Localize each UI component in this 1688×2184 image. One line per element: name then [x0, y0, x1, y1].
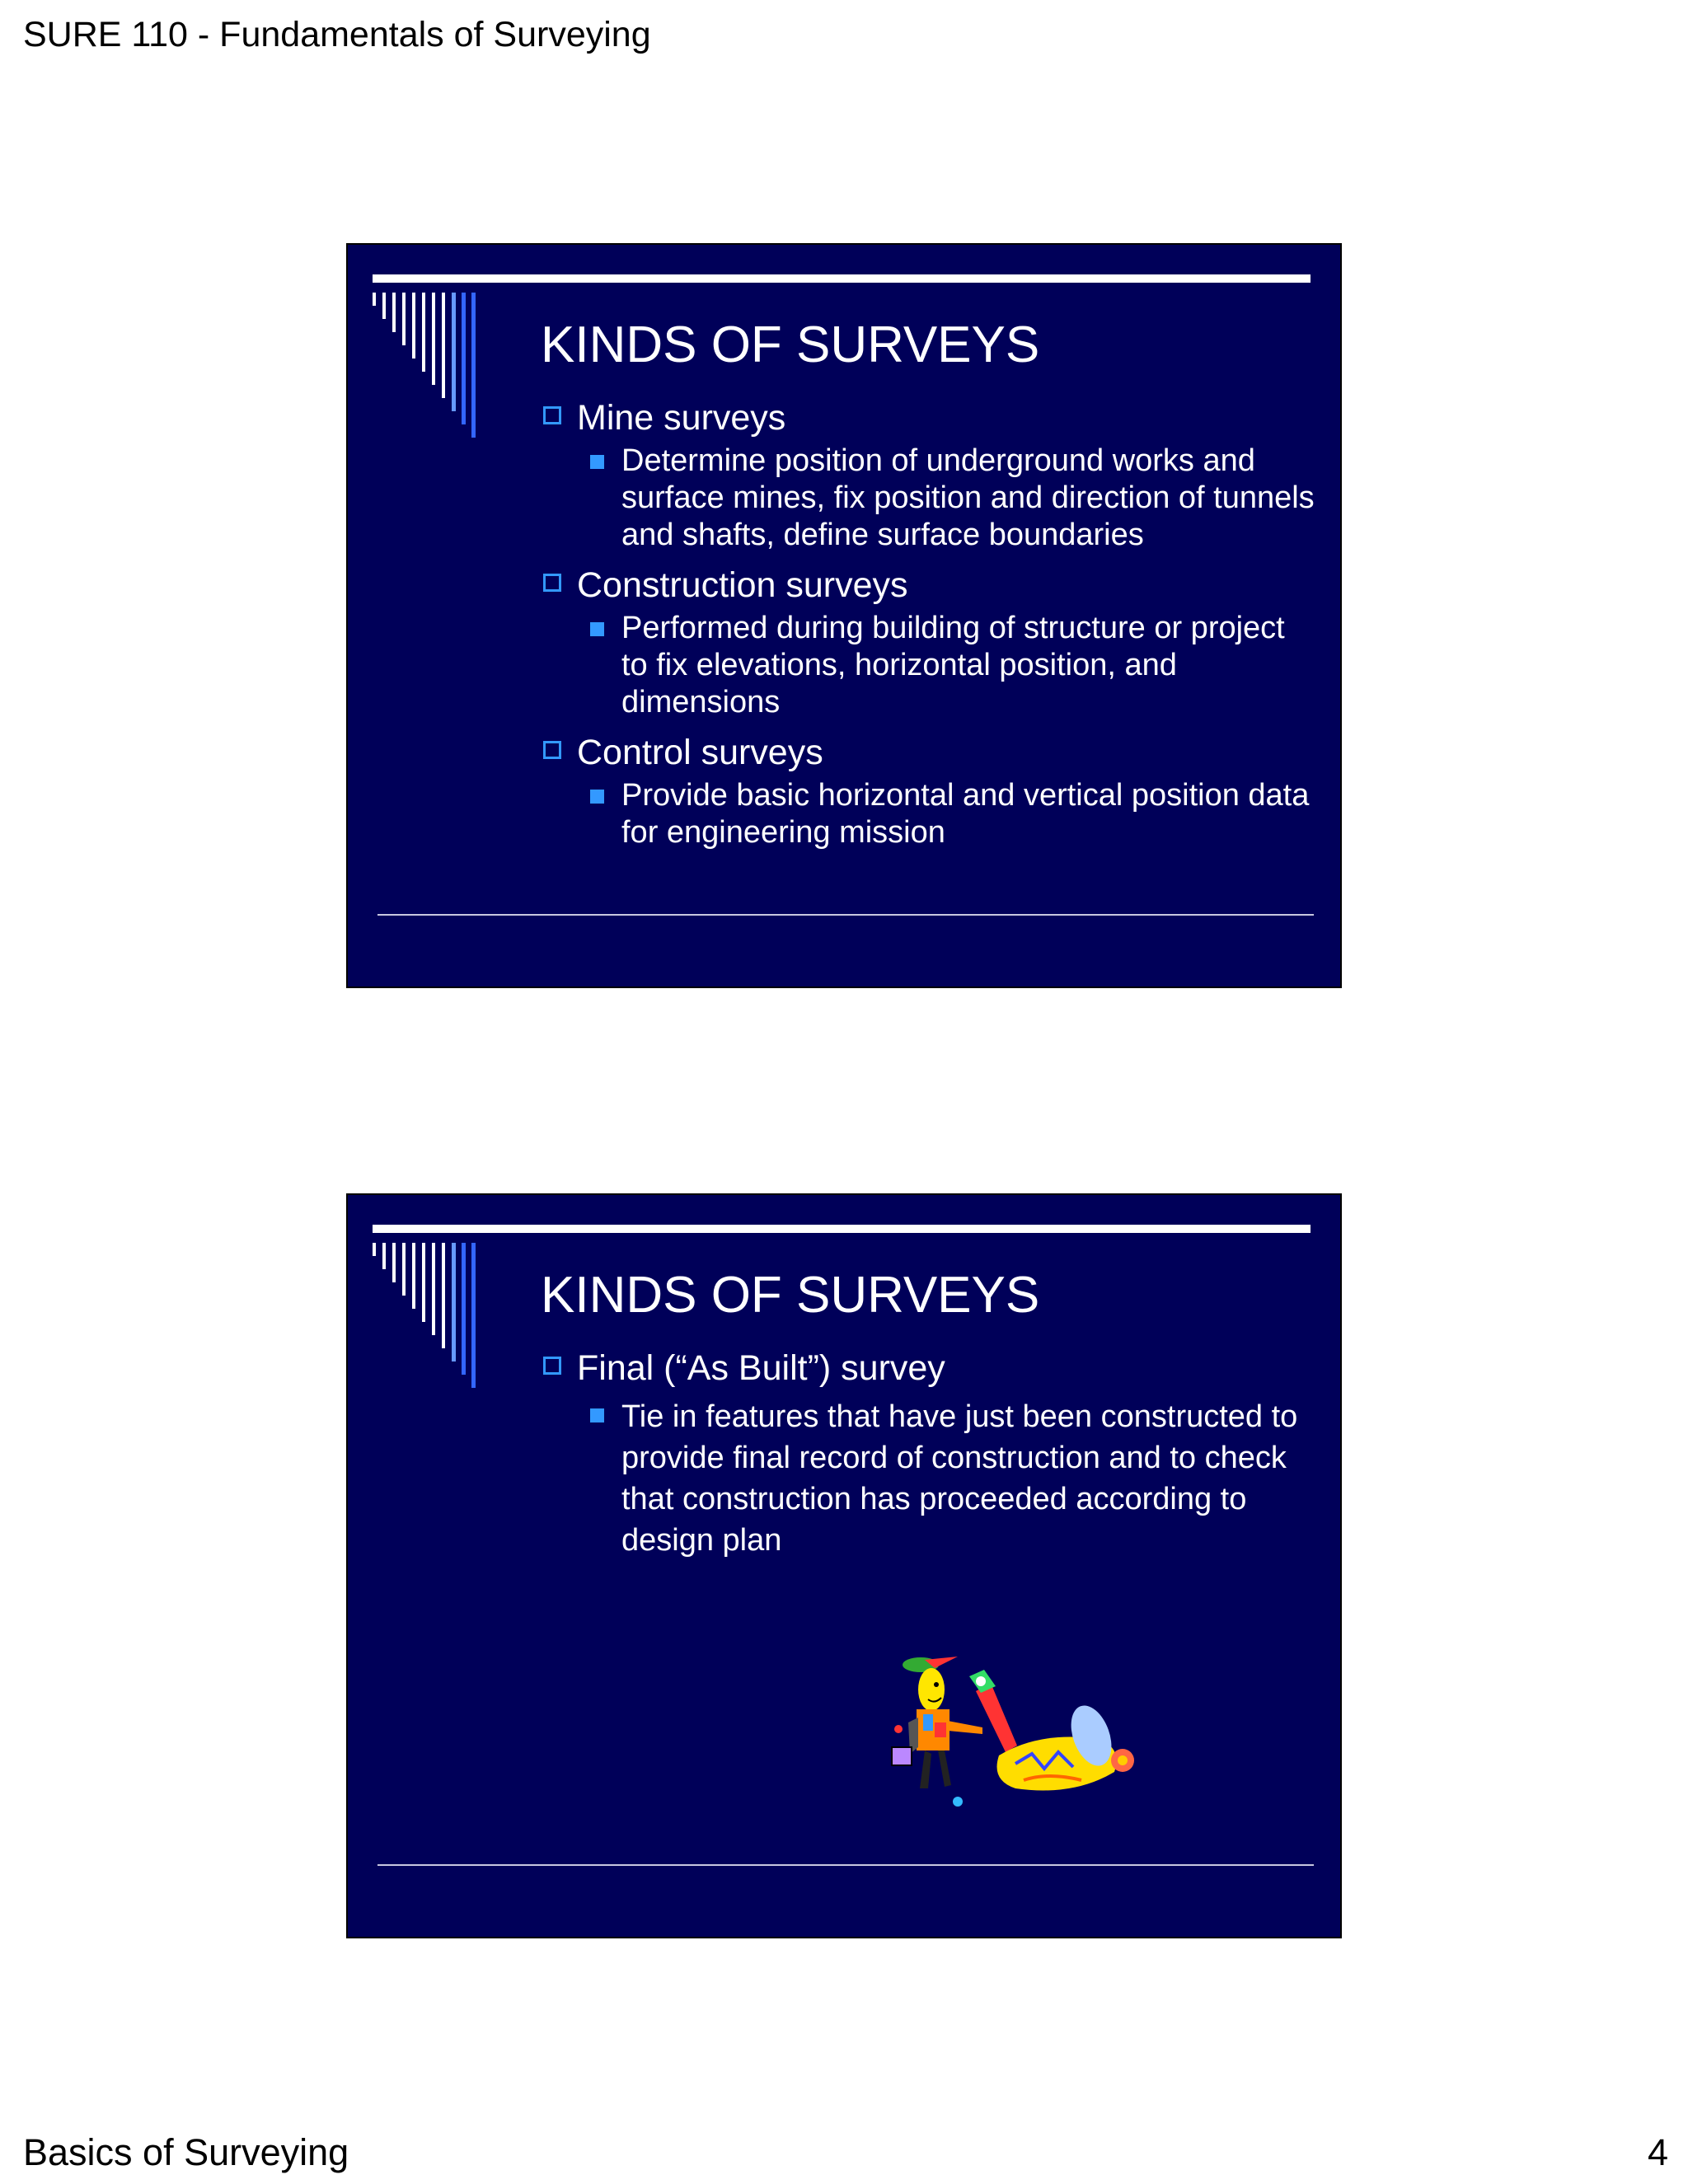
- bullet-label: Construction surveys: [577, 565, 908, 605]
- hollow-square-bullet-icon: [543, 741, 561, 759]
- bullet-final-as-built-survey: [541, 1347, 1315, 1390]
- square-bullet-icon: [590, 1408, 604, 1422]
- hollow-square-bullet-icon: [543, 406, 561, 424]
- slide-bottom-rule: [377, 1864, 1314, 1866]
- hollow-square-bullet-icon: [543, 574, 561, 592]
- page-header: SURE 110 - Fundamentals of Surveying: [23, 15, 651, 54]
- slide-title: KINDS OF SURVEYS: [541, 316, 1040, 373]
- slide-1: [346, 243, 1342, 988]
- sub-bullet: [621, 610, 1315, 721]
- slide-content: [541, 396, 1315, 861]
- slide-bottom-rule: [377, 914, 1314, 916]
- sub-bullet-text: Determine position of underground works and surface mines, fix position and direction of tunnels and shafts, define surface boundaries: [621, 443, 1315, 552]
- slide-stripes-decoration: [373, 1243, 521, 1408]
- slide-stripes-decoration: [373, 293, 521, 457]
- sub-bullet-text: Performed during building of structure or project to fix elevations, horizontal position, and dimensions: [621, 611, 1285, 719]
- slide-top-bar: [373, 1225, 1311, 1233]
- bullet-construction-surveys: [541, 564, 1315, 607]
- bullet-control-surveys: [541, 731, 1315, 774]
- bullet-mine-surveys: [541, 396, 1315, 439]
- slide-2: [346, 1193, 1342, 1938]
- hollow-square-bullet-icon: [543, 1357, 561, 1375]
- sub-bullet-text: Provide basic horizontal and vertical position data for engineering mission: [621, 778, 1310, 850]
- sub-bullet: [621, 1396, 1315, 1561]
- page-number: 4: [1647, 2131, 1668, 2173]
- bullet-label: Mine surveys: [577, 398, 786, 438]
- square-bullet-icon: [590, 622, 604, 636]
- bullet-label: Control surveys: [577, 733, 823, 772]
- bullet-label: Final (“As Built”) survey: [577, 1348, 945, 1388]
- slide-title: KINDS OF SURVEYS: [541, 1267, 1040, 1324]
- sub-bullet: [621, 777, 1315, 851]
- page-footer-title: Basics of Surveying: [23, 2131, 349, 2173]
- slide-top-bar: [373, 274, 1311, 283]
- slide-content: [541, 1347, 1315, 1571]
- square-bullet-icon: [590, 455, 604, 469]
- surveyor-with-map-clipart: [875, 1657, 1147, 1821]
- sub-bullet: [621, 443, 1315, 554]
- sub-bullet-text: Tie in features that have just been constructed to provide final record of construction and to check that construction has proceeded according to design plan: [621, 1399, 1298, 1558]
- square-bullet-icon: [590, 790, 604, 804]
